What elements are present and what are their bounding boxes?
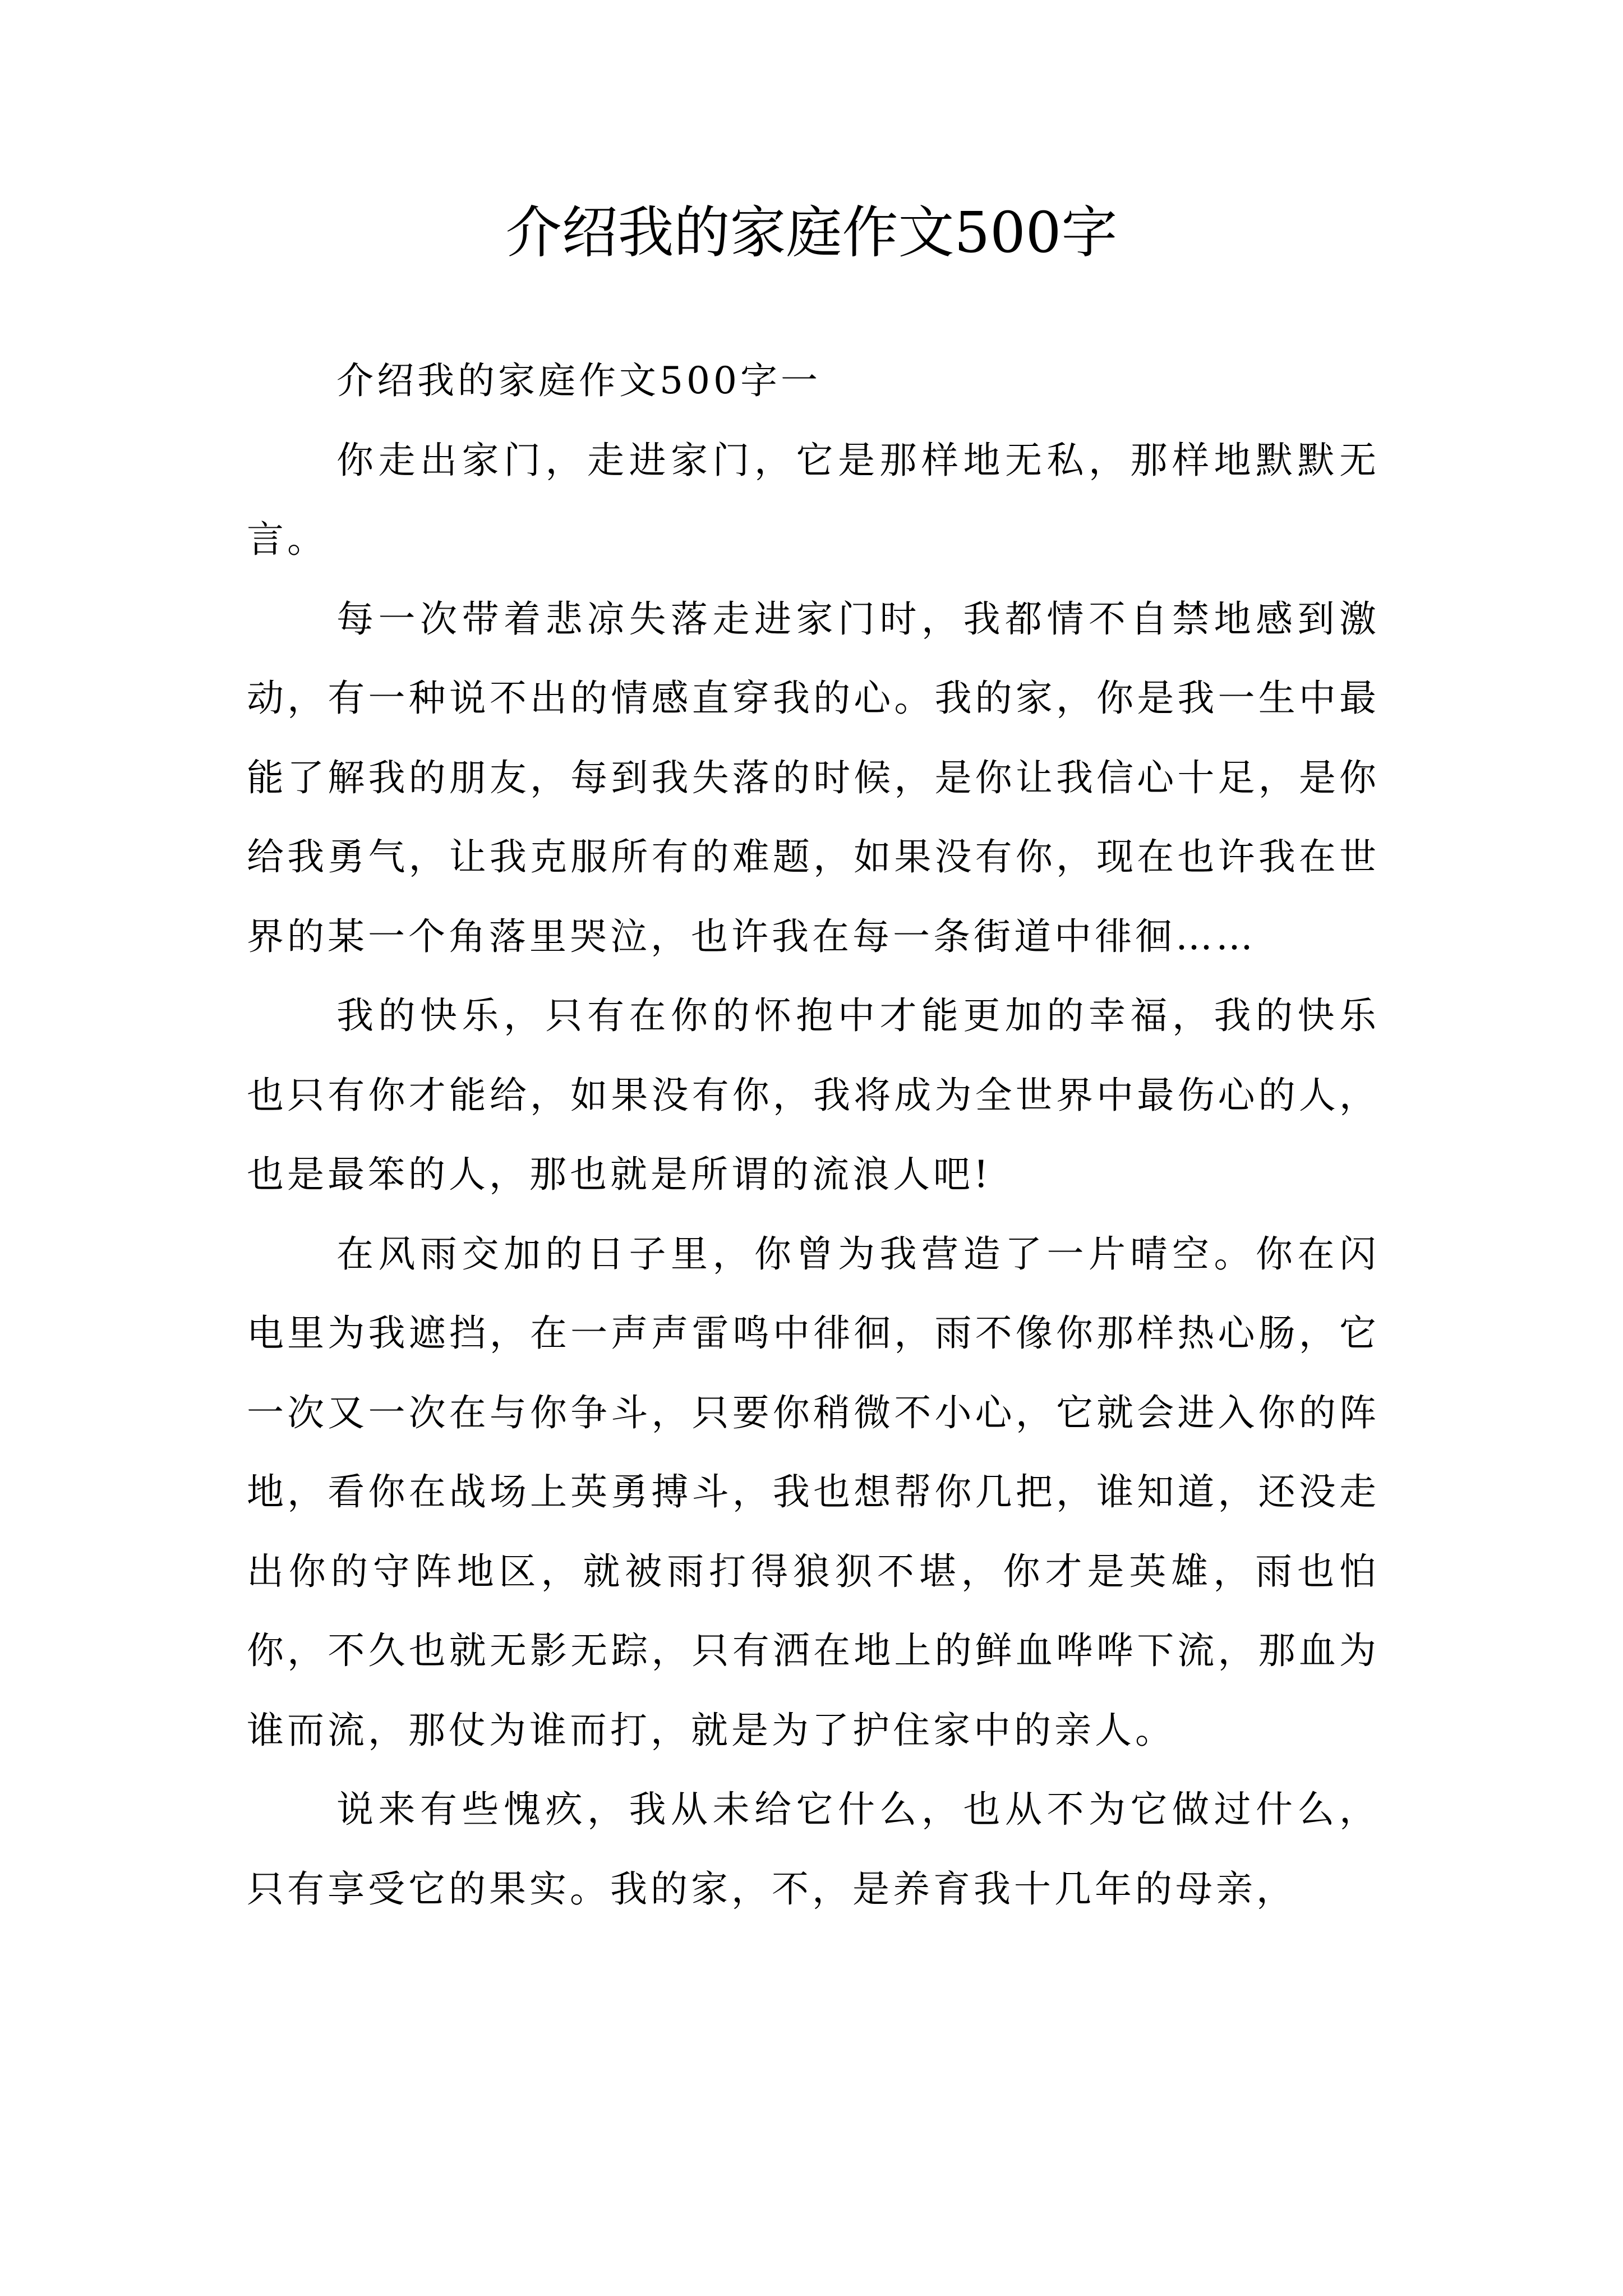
paragraph: 说来有些愧疚，我从未给它什么，也从不为它做过什么，只有享受它的果实。我的家，不，是养育我十几年的母亲， [247, 1788, 1380, 1911]
paragraph: 每一次带着悲凉失落走进家门时，我都情不自禁地感到激动，有一种说不出的情感直穿我的心。我的家，你是我一生中最能了解我的朋友，每到我失落的时候，是你让我信心十足，是你给我勇气，让我克服所有的难题，如果没有你，现在也许我在世界的某一个角落里哭泣，也许我在每一条街道中徘徊…… [247, 597, 1380, 958]
document-body [247, 341, 1380, 1929]
paragraph: 我的快乐，只有在你的怀抱中才能更加的幸福，我的快乐也只有你才能给，如果没有你，我将成为全世界中最伤心的人，也是最笨的人，那也就是所谓的流浪人吧! [247, 994, 1380, 1196]
paragraph: 你走出家门，走进家门，它是那样地无私，那样地默默无言。 [247, 438, 1380, 561]
section-heading: 介绍我的家庭作文500字一 [336, 359, 821, 402]
document-title: 介绍我的家庭作文500字 [505, 200, 1118, 265]
paragraph: 在风雨交加的日子里，你曾为我营造了一片晴空。你在闪电里为我遮挡，在一声声雷鸣中徘徊，雨不像你那样热心肠，它一次又一次在与你争斗，只要你稍微不小心，它就会进入你的阵地，看你在战场上英勇搏斗，我也想帮你几把，谁知道，还没走出你的守阵地区，就被雨打得狼狈不堪，你才是英雄，雨也怕你，不久也就无影无踪，只有洒在地上的鲜血哗哗下流，那血为谁而流，那仗为谁而打，就是为了护住家中的亲人。 [247, 1232, 1380, 1752]
